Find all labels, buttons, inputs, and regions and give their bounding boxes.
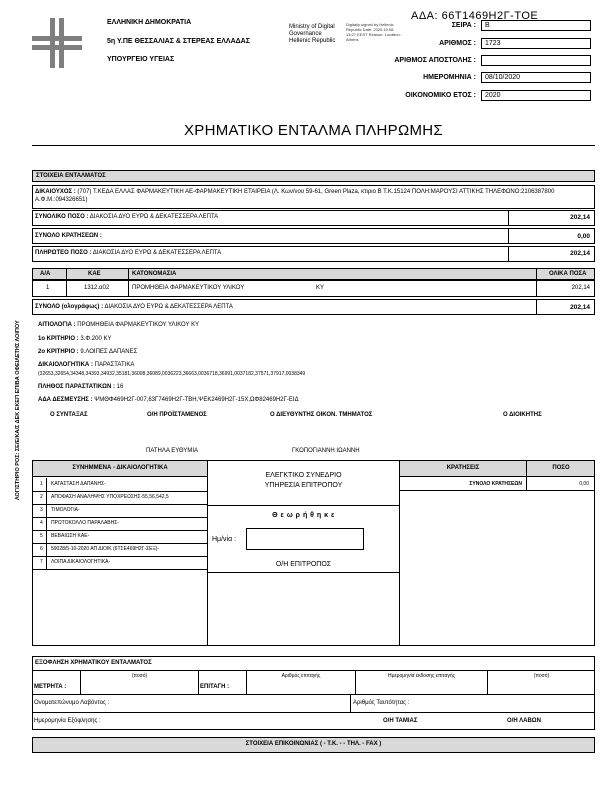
col-amount: ΟΛΙΚΑ ΠΟΣΑ [549,271,587,277]
list-item: 2 ΑΠΟΦΑΣΗ ΑΝΑΛΗΨΗΣ ΥΠΟΧΡΕΩΣΗΣ-55,56,542,5 [32,491,208,505]
check-date-hint: Ημερομηνία έκδοσης επιταγής [387,673,456,679]
attachments-title: ΣΥΝΗΜΜΕΝΑ - ΔΙΚΑΙΟΛΟΓΗΤΙΚΑ [72,465,168,471]
arithmos-value: 1723 [481,38,591,49]
row-kae: 1312.α02 [84,285,110,291]
table-row [32,280,595,297]
sum-value: 202,14 [570,304,590,311]
cashier-label: Ο/Η ΤΑΜΙΑΣ [383,718,418,724]
row-sub: ΚΥ [316,285,325,291]
criterion-2: 2ο ΚΡΙΤΗΡΙΟ : 9.ΛΟΙΠΕΣ ΔΑΠΑΝΕΣ [38,349,138,355]
cash-amount-hint: (ποσό) [131,673,148,679]
sig-director: Ο ΔΙΕΥΘΥΝΤΗΣ ΟΙΚΟΝ. ΤΜΗΜΑΤΟΣ [270,412,373,418]
list-item: 6 59028/5-10-2020 ΑΠ ΔΙΟΙΚ (6ΤΣΕ469Η2Γ-ΣΕΞ)- [32,543,208,557]
beneficiary: ΔΙΚΑΙΟΥΧΟΣ : (707) Τ.ΚΕΔΑ ΕΛΛΑΣ ΦΑΡΜΑΚΕΥΤΙΚΗ ΑΕ-ΦΑΡΜΑΚΕΥΤΙΚΗ ΕΤΑΙΡΕΙΑ (Λ. Κων/νου 59-61, Green Plaza, κτιριο Β Τ.Κ.15124 ΠΟΛΗ:ΜΑΡΟΥΣΙ ΑΤΤΙΚΗΣ ΤΗΛΕΦΩΝΟ:2106387800 Α.Φ.Μ.:094326651) [35,189,555,203]
total-words: ΣΥΝΟΛΙΚΟ ΠΟΣΟ : ΔΙΑΚΟΣΙΑ ΔΥΟ ΕΥΡΩ & ΔΕΚΑΤΕΣΣΕΡΑ ΛΕΠΤΑ [35,214,219,220]
name-compiler: ΠΑΤΗΛΑ ΕΥΘΥΜΙΑ [146,448,199,454]
withholdings-amount-col: ΠΟΣΟ [552,465,570,471]
deductions-value: 0,00 [577,233,590,240]
date-value: 08/10/2020 [481,72,591,83]
audit-seen: Θ ε ω ρ ή θ η κ ε [272,512,335,519]
side-vertical-text: ΛΟΓΙΣΤΗΡΙΟ ΡΟΣ: ΣΕ/Ε/ΚΑ/Σ ΔΕΚ ΕΚΕΠ ΕΠΙΒΑ ΟΦΕΙΛΕΤΗΣ ΛΟΙΠΟΥ [15,320,21,500]
list-item: 3 ΤΙΜΟΛΟΓΙΑ- [32,504,208,518]
audit-date-field[interactable] [246,528,364,550]
warrant-section-header [32,170,595,182]
year-label: ΟΙΚΟΝΟΜΙΚΟ ΕΤΟΣ : [405,92,476,99]
ada-commitment: ΑΔΑ ΔΕΣΜΕΥΣΗΣ : ΨΜΘΦ469Η2Γ-007,63Γ7469Η2Γ-ΤΒΗ,ΨΕΚ2469Η2Γ-15Χ,ΩΦ82469Η2Γ-ΕΙΔ [38,397,299,403]
org-line3: ΥΠΟΥΡΓΕΙΟ ΥΓΕΙΑΣ [107,56,175,63]
date-label: ΗΜΕΡΟΜΗΝΙΑ : [423,74,476,81]
seira-label: ΣΕΙΡΑ : [451,22,476,29]
docs-text: (32653,32654,34348,34393,34932,35181,36008,36089,0036223,36663,0036718,36991,0037182,37571,37917,0038349 [38,371,306,377]
signature-block: Ministry of Digital Governance Hellenic Republic [289,24,336,44]
year-value: 2020 [481,90,591,101]
items-header [32,268,595,280]
ada-header: ΑΔΑ: 66Τ1469Η2Γ-ΤΟΕ [411,10,539,22]
recipient-label: Ο/Η ΛΑΒΩΝ [507,718,541,724]
criterion-1: 1ο ΚΡΙΤΗΡΙΟ : 3.Φ.200 ΚΥ [38,336,112,342]
name-director: ΓΚΟΠΟΓΙΑΝΝΗ ΙΩΑΝΝΗ [292,448,360,454]
withholdings-col: ΚΡΑΤΗΣΕΙΣ [446,465,480,471]
docs-count: ΠΛΗΘΟΣ ΠΑΡΑΣΤΑΤΙΚΩΝ : 16 [38,384,124,390]
audit-commissioner: Ο/Η ΕΠΙΤΡΟΠΟΣ [275,561,332,568]
receiver-name-label: Ονοματεπώνυμο Λαβόντος : [34,700,110,706]
apostoli-value [481,55,591,66]
docs-label: ΔΙΚΑΙΟΛΟΓΗΤΙΚΑ : ΠΑΡΑΣΤΑΤΙΚΑ [38,362,135,368]
apostoli-label: ΑΡΙΘΜΟΣ ΑΠΟΣΤΟΛΗΣ : [394,57,476,64]
digital-signature-text: Digitally signed by Hellenic Republic Date: 2020.10.08 13:27 EEST Reason: Location: Athens [346,22,401,42]
list-item: 4 ΠΡΩΤΟΚΟΛΛΟ ΠΑΡΑΛΑΒΗΣ- [32,517,208,531]
row-aa: 1 [46,285,50,291]
list-item: 1 ΚΑΤΑΣΤΑΣΗ ΔΑΠΑΝΗΣ- [32,478,208,492]
audit-date-label: Ημ/νία : [212,536,237,543]
contact-info: ΣΤΟΙΧΕΙΑ ΕΠΙΚΟΙΝΩΝΙΑΣ ( - Τ.Κ. - - ΤΗΛ. - FAX ) [245,741,382,747]
warrant-section-title: ΣΤΟΙΧΕΙΑ ΕΝΤΑΛΜΑΤΟΣ [36,173,106,179]
col-kae: ΚΑΕ [88,271,101,277]
org-line1: ΕΛΛΗΝΙΚΗ ΔΗΜΟΚΡΑΤΙΑ [107,19,192,26]
withholdings-total-value: 0,00 [579,481,589,487]
col-name: ΚΑΤΟΝΟΜΑΣΙΑ [132,271,177,277]
payout-title: ΕΞΟΦΛΗΣΗ ΧΡΗΜΑΤΙΚΟΥ ΕΝΤΑΛΜΑΤΟΣ [35,660,152,666]
arithmos-label: ΑΡΙΘΜΟΣ : [439,40,476,47]
total-value: 202,14 [570,214,590,221]
seira-value: Β [481,20,591,31]
payable-value: 202,14 [570,250,590,257]
page-title: ΧΡΗΜΑΤΙΚΟ ΕΝΤΑΛΜΑ ΠΛΗΡΩΜΗΣ [184,122,443,139]
col-aa: Α/Α [40,271,51,277]
cash-label: ΜΕΤΡΗΤΑ : [34,684,67,690]
org-line2: 5η Υ.ΠΕ ΘΕΣΣΑΛΙΑΣ & ΣΤΕΡΕΑΣ ΕΛΛΑΔΑΣ [107,38,250,45]
payable-words: ΠΛΗΡΩΤΕΟ ΠΟΣΟ : ΔΙΑΚΟΣΙΑ ΔΥΟ ΕΥΡΩ & ΔΕΚΑΤΕΣΣΕΡΑ ΛΕΠΤΑ [35,250,222,256]
check-amount-hint: (ποσό) [533,673,550,679]
paid-date-label: Ημερομηνία Εξόφλησης : [34,718,101,724]
sum-words: ΣΥΝΟΛΟ (ολογράφως) : ΔΙΑΚΟΣΙΑ ΔΥΟ ΕΥΡΩ & ΔΕΚΑΤΕΣΣΕΡΑ ΛΕΠΤΑ [35,304,233,310]
list-item: 5 ΒΕΒΑΙΩΣΗ ΚΑΕ- [32,530,208,544]
row-name: ΠΡΟΜΗΘΕΙΑ ΦΑΡΜΑΚΕΥΤΙΚΟΥ ΥΛΙΚΟΥ [132,285,245,291]
audit-title: ΕΛΕΓΚΤΙΚΟ ΣΥΝΕΔΡΙΟ ΥΠΗΡΕΣΙΑ ΕΠΙΤΡΟΠΟΥ [264,472,343,489]
check-number-hint: Αριθμός επιταγής [281,673,321,679]
sig-compiler: Ο ΣΥΝΤΑΞΑΣ [50,412,88,418]
sig-governor: Ο ΔΙΟΙΚΗΤΗΣ [503,412,542,418]
list-item: 7 ΛΟΙΠΑ ΔΙΚΑΙΟΛΟΓΗΤΙΚΑ- [32,556,208,570]
row-amount: 202,14 [571,285,590,291]
check-label: ΕΠΙΤΑΓΗ : [200,684,230,690]
withholdings-total-label: ΣΥΝΟΛΟ ΚΡΑΤΗΣΕΩΝ [469,481,522,487]
sig-supervisor: Ο/Η ΠΡΟΪΣΤΑΜΕΝΟΣ [147,412,207,418]
id-number-label: Αριθμός Ταυτότητας : [353,700,410,706]
logo-cross-icon [32,18,82,68]
reason: ΑΙΤΙΟΛΟΓΙΑ : ΠΡΟΜΗΘΕΙΑ ΦΑΡΜΑΚΕΥΤΙΚΟΥ ΥΛΙΚΟΥ ΚΥ [38,322,200,328]
deductions-label: ΣΥΝΟΛΟ ΚΡΑΤΗΣΕΩΝ : [35,233,102,239]
